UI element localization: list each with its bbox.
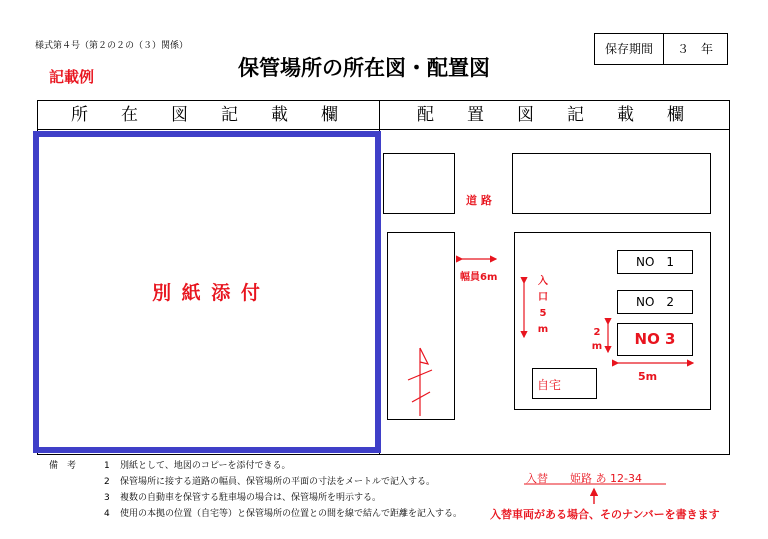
- form-number: 様式第４号（第２の２の（３）関係）: [35, 41, 189, 51]
- page-title: 保管場所の所在図・配置図: [238, 55, 490, 80]
- note-number: 3: [104, 493, 110, 503]
- space-no3: [617, 323, 693, 356]
- notes-list: [104, 458, 462, 522]
- remarks-label: 備 考: [49, 461, 77, 471]
- note-item: [104, 506, 462, 522]
- note-item: [104, 490, 462, 506]
- entrance-char-1: 入: [538, 276, 548, 287]
- sample-label: 記載例: [49, 68, 95, 86]
- note-number: 4: [104, 509, 110, 519]
- note-item: [104, 458, 462, 474]
- home-label: 自宅: [537, 378, 562, 392]
- entrance-char-3: 5: [539, 308, 547, 319]
- road-width-label: 幅員6m: [460, 272, 498, 283]
- note-text: 別紙として、地図のコピーを添付できる。: [120, 461, 291, 471]
- replacement-label: 入替: [526, 472, 548, 485]
- note-number: 1: [104, 461, 110, 471]
- five-m-label: 5m: [638, 370, 658, 383]
- replacement-plate: 姫路 あ 12-34: [570, 472, 642, 485]
- replacement-note: 入替車両がある場合、そのナンバーを書きます: [490, 508, 720, 521]
- note-number: 2: [104, 477, 110, 487]
- left-header: 所 在 図 記 載 欄: [71, 105, 346, 125]
- two-m-num: 2: [593, 327, 601, 338]
- two-m-label: [591, 326, 603, 354]
- note-text: 保管場所に接する道路の幅員、保管場所の平面の寸法をメートルで記入する。: [120, 477, 436, 487]
- space-no2: [617, 290, 693, 314]
- entrance-label: [537, 274, 549, 338]
- retention-label: 保存期間: [595, 34, 664, 64]
- two-m-unit: m: [591, 341, 603, 352]
- entrance-char-2: 口: [538, 292, 548, 303]
- space-no3-label: NO 3: [634, 330, 676, 348]
- home-box: [532, 368, 597, 399]
- space-no1: [617, 250, 693, 274]
- attachment-text: 別 紙 添 付: [152, 282, 262, 304]
- right-header: 配 置 図 記 載 欄: [417, 105, 692, 125]
- retention-value: ３ 年: [676, 42, 713, 56]
- note-item: [104, 474, 462, 490]
- north-arrow-icon: [408, 348, 432, 416]
- note-text: 複数の自動車を保管する駐車場の場合は、保管場所を明示する。: [120, 493, 382, 503]
- road-label: 道 路: [466, 194, 492, 207]
- space-no2-label: NO 2: [635, 295, 675, 309]
- entrance-char-4: m: [537, 324, 549, 335]
- note-text: 使用の本拠の位置（自宅等）と保管場所の位置との間を線で結んで距離を記入する。: [120, 509, 463, 519]
- space-no1-label: NO 1: [635, 255, 675, 269]
